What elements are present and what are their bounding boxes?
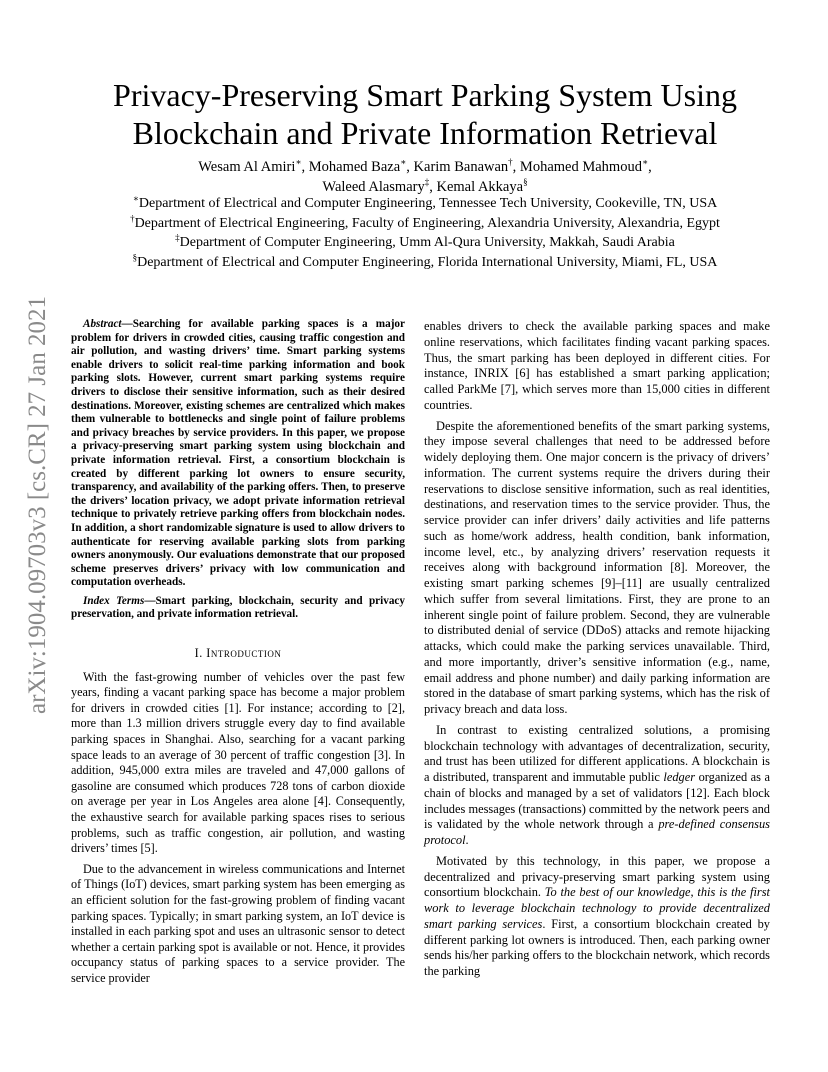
author-name: Mohamed Baza (308, 159, 401, 175)
affiliation (60, 214, 790, 234)
index-terms-body: —Smart parking, blockchain, security and privacy preservation, and private information retrieval. (71, 594, 405, 621)
abstract (71, 318, 405, 590)
abstract-body: —Searching for available parking spaces is a major problem for drivers in crowded cities, causing traffic congestion and air pollution, and wasting drivers’ time. Smart parking systems enable drivers to solicit real-time parking information and book parking slots. However, current smart parking systems require drivers to disclose their sensitive information, such as their desired destinations. Moreover, existing schemes are centralized which makes them vulnerable to bottlenecks and single point of failure problems and privacy breaches by service providers. In this paper, we propose a privacy-preserving smart parking system using blockchain and private information retrieval. First, a consortium blockchain is created by different parking lot owners to ensure security, transparency, and availability of the parking offers. Then, to preserve the drivers’ location privacy, we adopt private information retrieval technique to privately retrieve parking offers from blockchain nodes. In addition, a short randomizable signature is used to allow drivers to authenticate for reserving available parking slots from parking owners anonymously. Our evaluations demonstrate that our proposed scheme preserves drivers’ privacy with low communication and computation overheads. (71, 318, 405, 589)
affiliation-mark: § (132, 251, 138, 262)
author-mark: ∗ (641, 157, 649, 168)
affiliation (60, 253, 790, 273)
index-terms (71, 595, 405, 622)
title-line-2: Blockchain and Private Information Retrieval (132, 115, 718, 151)
author-line-2: Waleed Alasmary‡, Kemal Akkaya§ (322, 177, 528, 195)
affiliation-text: Department of Computer Engineering, Umm Al-Qura University, Makkah, Saudi Arabia (179, 235, 675, 250)
body-paragraph: Despite the aforementioned benefits of the smart parking systems, they impose several challenges that need to be addressed before widely deploying them. One major concern is the privacy of drivers’ information. The current systems require the drivers during their reservations to disclose sensitive information, such as real identities, destinations, and reservation times to the service provider. Thus, the service provider can infer drivers’ daily activities and life patterns such as home/work address, health condition, bank information, income level, etc., by analyzing drivers’ reservation requests it receives along with background information [8]. Moreover, the existing smart parking schemes [9]–[11] are usually centralized which suffer from several limitations. First, they are prone to an inherent single point of failure problem. Second, they are vulnerable to distributed denial of service (DDoS) attacks and remote hijacking attacks, which could make the parking services unavailable. Third, and more importantly, driver’s sensitive information (e.g., name, email address and phone number) and daily parking information are stored in the database of smart parking systems, which has the risk of privacy breach and data loss. (424, 418, 770, 716)
emphasis-text: ledger (663, 770, 696, 784)
author-mark: ∗ (400, 157, 407, 168)
text-run: . (465, 833, 469, 847)
affiliation-mark: ‡ (175, 232, 180, 243)
abstract-lead: Abstract (83, 318, 122, 330)
affiliation-list (60, 194, 790, 272)
emphasis-text: pre-defined consensus protocol (424, 817, 771, 847)
affiliation (60, 194, 790, 214)
text-run: Motivated by this technology, in this paper, we propose a decentralized and privacy-preserving smart parking system using consortium blockchain. (424, 853, 770, 900)
body-paragraph: Due to the advancement in wireless communications and Internet of Things (IoT) devices, smart parking system has been emerging as an efficient solution for the fast-growing problem of finding vacant parking spaces. Typically; in smart parking system, an IoT device is installed in each parking spot and uses an ultrasonic sensor to detect whether a certain parking spot is available or not. Hence, it provides occupancy status of parking spaces to a service provider. The service provider (71, 861, 405, 985)
author-name: Wesam Al Amiri (198, 159, 296, 175)
author-name: Mohamed Mahmoud (519, 159, 642, 175)
paper-title (60, 76, 790, 152)
body-paragraph (424, 854, 770, 980)
affiliation-text: Department of Electrical and Computer Engineering, Florida International University, Miami, FL, USA (137, 254, 718, 270)
body-paragraph: enables drivers to check the available parking spaces and make online reservations, which facilitates finding vacant parking spaces. Thus, the smart parking has been deployed in different cities. For instance, INRIX [6] has established a smart parking application; called ParkMe [7], which serves more than 15,000 cities in different countries. (424, 319, 770, 412)
arxiv-identifier: arXiv:1904.09703v3 [cs.CR] 27 Jan 2021 (24, 295, 51, 715)
right-column (424, 319, 770, 980)
author-mark: ‡ (424, 177, 430, 188)
affiliation-mark: † (130, 212, 135, 223)
author-mark: ∗ (295, 157, 302, 168)
author-name: Kemal Akkaya (436, 179, 524, 195)
author-mark: § (523, 177, 528, 188)
text-run: . First, a consortium blockchain created by different parking lot owners is introduced. Then, each parking owner sends his/her parking offers to the blockchain network, which records the parking (424, 916, 770, 978)
author-name: Waleed Alasmary (322, 179, 425, 195)
affiliation-mark: ∗ (132, 193, 139, 204)
affiliation-text: Department of Electrical and Computer Engineering, Tennessee Tech University, Cookeville, TN, USA (138, 196, 718, 211)
body-paragraph (424, 723, 770, 849)
body-paragraph: With the fast-growing number of vehicles over the past few years, finding a vacant parking space has become a major problem for drivers in crowded cities [1]. For instance; according to [2], more than 1.3 million drivers struggle every day to find available parking spaces in Shanghai. Also, searching for a vacant parking space leads to an average of 30 percent of traffic congestion [3]. In addition, 945,000 extra miles are traveled and 47,000 gallons of gasoline are consumed which produces 728 tons of carbon dioxide on average per year in Los Angeles area alone [4]. Consequently, the exhaustive search for available parking spaces rises to serious problems, such as traffic congestion, air pollution, and wasting drivers’ times [5]. (71, 669, 405, 856)
author-list (60, 157, 790, 197)
title-line-1: Privacy-Preserving Smart Parking System Using (113, 77, 737, 113)
text-run: In contrast to existing centralized solutions, a promising blockchain technology with advantages of decentralization, security, and trust has been utilized for different applications. A blockchain is a distributed, transparent and immutable public (424, 722, 770, 784)
affiliation-text: Department of Electrical Engineering, Faculty of Engineering, Alexandria University, Alexandria, Egypt (134, 215, 720, 231)
index-terms-lead: Index Terms (83, 594, 145, 607)
text-run: organized as a chain of blocks and managed by a set of validators [12]. Each block includes messages (transactions) committed by the network peers and is validated by the whole network through a (424, 770, 770, 832)
author-mark: † (508, 157, 513, 168)
affiliation (60, 233, 790, 253)
author-line-1: Wesam Al Amiri∗, Mohamed Baza∗, Karim Banawan†, Mohamed Mahmoud∗, (198, 157, 652, 175)
author-name: Karim Banawan (413, 159, 509, 175)
section-heading-introduction: I. Introduction (194, 646, 282, 661)
left-column (71, 318, 405, 987)
emphasis-text: To the best of our knowledge, this is the first work to leverage blockchain technology to provide decentralized smart parking services (424, 885, 770, 931)
arxiv-side-stamp (23, 295, 53, 715)
